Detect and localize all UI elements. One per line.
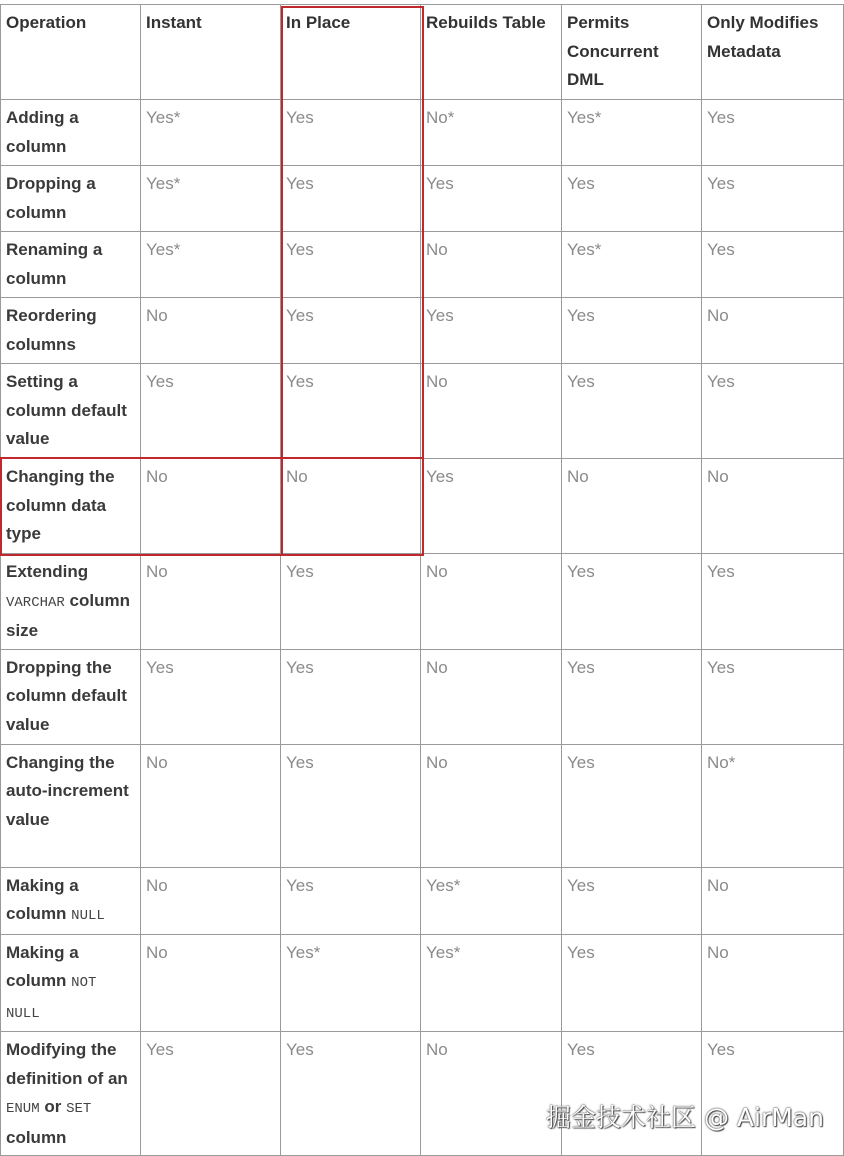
table-row [1,459,844,554]
metadata-only-cell: Yes [702,1032,844,1156]
operation-cell [1,364,141,459]
table-body [1,100,844,1156]
concurrent-dml-cell: Yes [562,364,702,459]
header-in-place: In Place [281,5,421,100]
metadata-only-cell: No [702,459,844,554]
table-row [1,867,844,934]
rebuilds-table-cell: No [421,649,562,744]
in-place-cell: Yes* [281,934,421,1032]
operation-cell [1,459,141,554]
operation-cell [1,867,141,934]
table-row [1,934,844,1032]
in-place-cell: Yes [281,649,421,744]
metadata-only-cell: Yes [702,166,844,232]
operation-cell [1,232,141,298]
rebuilds-table-cell: Yes [421,166,562,232]
code-keyword: NULL [71,908,105,924]
header-row [1,5,844,100]
rebuilds-table-cell: No [421,1032,562,1156]
concurrent-dml-cell: Yes [562,934,702,1032]
operation-text: Making a column [6,942,79,990]
in-place-cell: Yes [281,232,421,298]
metadata-only-cell: No [702,934,844,1032]
rebuilds-table-cell: Yes [421,459,562,554]
concurrent-dml-cell: Yes [562,867,702,934]
operation-text: Renaming a column [6,240,103,288]
code-keyword: NOT NULL [6,975,97,1022]
operation-cell [1,744,141,867]
operation-text: Making a column [6,875,79,923]
header-rebuilds-table: Rebuilds Table [421,5,562,100]
metadata-only-cell: No [702,298,844,364]
concurrent-dml-cell: Yes [562,744,702,867]
rebuilds-table-cell: Yes* [421,934,562,1032]
code-keyword: VARCHAR [6,594,65,611]
operation-text: Dropping the column default value [6,657,127,734]
concurrent-dml-cell: Yes [562,554,702,650]
operation-text: or [39,1097,67,1116]
rebuilds-table-cell: No [421,364,562,459]
rebuilds-table-cell: No [421,744,562,867]
metadata-only-cell: Yes [702,232,844,298]
operation-cell [1,100,141,166]
operation-cell [1,298,141,364]
in-place-cell: Yes [281,1032,421,1156]
metadata-only-cell: Yes [702,554,844,650]
rebuilds-table-cell: No [421,232,562,298]
rebuilds-table-cell: Yes [421,298,562,364]
code-keyword: ENUM [6,1101,40,1117]
table-row [1,364,844,459]
operation-text: Reordering columns [6,306,97,354]
operation-cell [1,554,141,650]
in-place-cell: Yes [281,364,421,459]
operation-text: Changing the column data type [6,467,115,543]
operation-cell [1,166,141,232]
operation-text: column size [6,590,130,640]
operation-text: Dropping a column [6,174,96,222]
instant-cell: No [141,298,281,364]
in-place-cell: Yes [281,298,421,364]
rebuilds-table-cell: Yes* [421,867,562,934]
concurrent-dml-cell: Yes* [562,100,702,166]
operation-text: Modifying the definition of an [6,1040,128,1088]
rebuilds-table-cell: No* [421,100,562,166]
in-place-cell: Yes [281,554,421,650]
instant-cell: No [141,459,281,554]
watermark: 掘金技术社区 @ AirMan [546,1103,824,1132]
table-row [1,649,844,744]
table-row [1,232,844,298]
operation-text: Changing the auto-increment value [6,752,129,829]
instant-cell: Yes [141,649,281,744]
metadata-only-cell: Yes [702,649,844,744]
header-operation: Operation [1,5,141,100]
operation-cell [1,1032,141,1156]
table-row [1,298,844,364]
in-place-cell: Yes [281,867,421,934]
instant-cell: No [141,554,281,650]
instant-cell: Yes* [141,166,281,232]
instant-cell: Yes [141,364,281,459]
concurrent-dml-cell: Yes [562,166,702,232]
table-row [1,744,844,867]
instant-cell: Yes* [141,232,281,298]
instant-cell: No [141,934,281,1032]
concurrent-dml-cell: Yes* [562,232,702,298]
instant-cell: Yes* [141,100,281,166]
ddl-operations-table [0,4,844,1156]
metadata-only-cell: Yes [702,364,844,459]
concurrent-dml-cell: Yes [562,1032,702,1156]
operation-cell [1,649,141,744]
table-row [1,100,844,166]
metadata-only-cell: No* [702,744,844,867]
concurrent-dml-cell: Yes [562,298,702,364]
metadata-only-cell: Yes [702,100,844,166]
code-keyword: SET [66,1101,92,1117]
instant-cell: No [141,744,281,867]
operation-cell [1,934,141,1032]
instant-cell: No [141,867,281,934]
operation-text: column [6,1127,67,1147]
operation-text: Adding a column [6,108,79,156]
concurrent-dml-cell: Yes [562,649,702,744]
in-place-cell: Yes [281,100,421,166]
in-place-cell: No [281,459,421,554]
rebuilds-table-cell: No [421,554,562,650]
header-only-modifies-metadata: Only Modifies Metadata [702,5,844,100]
metadata-only-cell: No [702,867,844,934]
operation-text: Setting a column default value [6,372,127,448]
table-row [1,166,844,232]
in-place-cell: Yes [281,166,421,232]
concurrent-dml-cell: No [562,459,702,554]
in-place-cell: Yes [281,744,421,867]
table-row [1,1032,844,1156]
table-row [1,554,844,650]
instant-cell: Yes [141,1032,281,1156]
operation-text: Extending [6,562,89,581]
header-instant: Instant [141,5,281,100]
header-permits-concurrent-dml: Permits Concurrent DML [562,5,702,100]
